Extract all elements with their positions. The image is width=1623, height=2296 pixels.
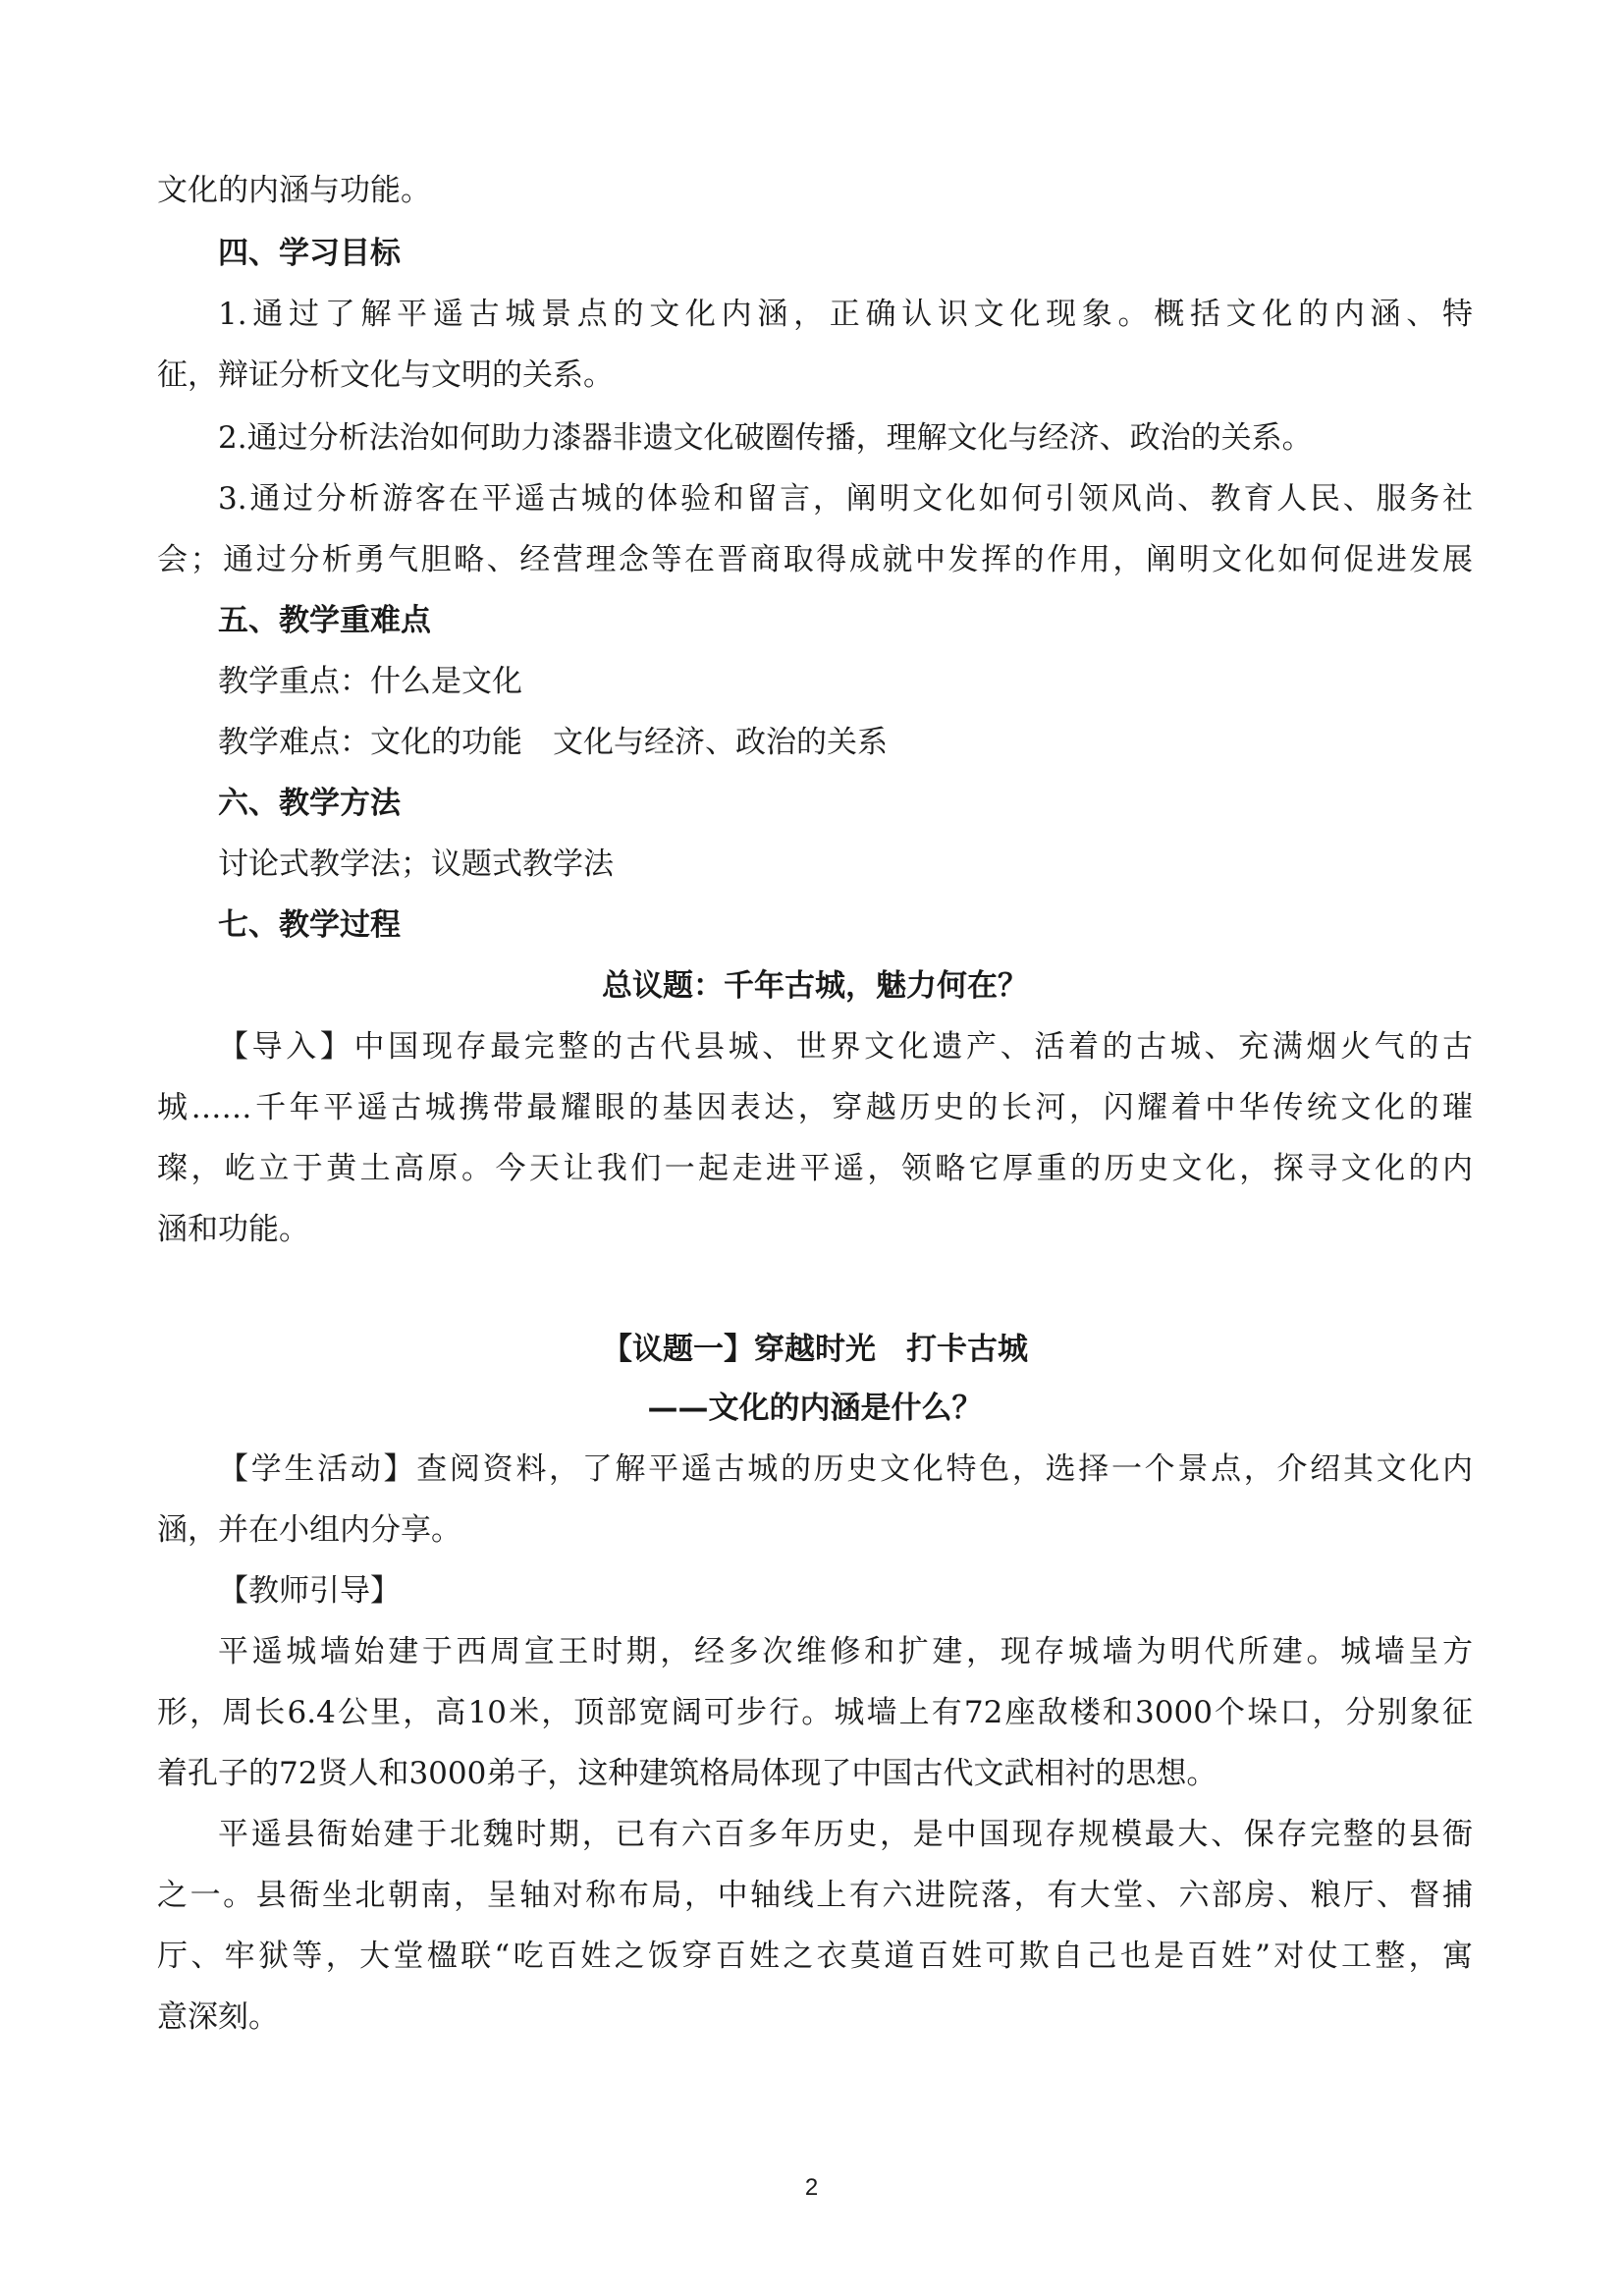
paragraph-line: 讨论式教学法；议题式教学法 [218,847,614,882]
paragraph-line: 城……千年平遥古城携带最耀眼的基因表达，穿越历史的长河，闪耀着中华传统文化的璀 [157,1090,1473,1125]
paragraph-line: 会；通过分析勇气胆略、经营理念等在晋商取得成就中发挥的作用，阐明文化如何促进发展 [157,542,1473,577]
paragraph-line: 1.通过了解平遥古城景点的文化内涵，正确认识文化现象。概括文化的内涵、特 [218,297,1473,332]
topic-one-title: 【议题一】穿越时光 打卡古城 [602,1332,1028,1367]
paragraph-line: 涵，并在小组内分享。 [157,1512,461,1548]
section-heading-goals: 四、学习目标 [218,236,401,271]
paragraph-line: 文化的内涵与功能。 [157,173,431,208]
paragraph-line: 意深刻。 [157,1999,279,2035]
paragraph-line: 之一。县衙坐北朝南，呈轴对称布局，中轴线上有六进院落，有大堂、六部房、粮厅、督捕 [157,1878,1473,1913]
paragraph-line: 形，周长6.4公里，高10米，顶部宽阔可步行。城墙上有72座敌楼和3000个垛口，分别象征 [157,1695,1473,1730]
paragraph-line: 【学生活动】查阅资料，了解平遥古城的历史文化特色，选择一个景点，介绍其文化内 [218,1451,1473,1487]
paragraph-line: 涵和功能。 [157,1212,309,1247]
main-topic-title: 总议题：千年古城，魅力何在？ [602,968,1028,1004]
paragraph-line: 厅、牢狱等，大堂楹联“吃百姓之饭穿百姓之衣莫道百姓可欺自己也是百姓”对仗工整，寓 [157,1939,1473,1974]
paragraph-line: 平遥县衙始建于北魏时期，已有六百多年历史，是中国现存规模最大、保存完整的县衙 [218,1817,1473,1852]
page-number: 2 [804,2174,819,2201]
section-heading-key-points: 五、教学重难点 [218,603,431,638]
section-heading-methods: 六、教学方法 [218,786,401,821]
paragraph-line: 【教师引导】 [218,1573,401,1609]
paragraph-line: 2.通过分析法治如何助力漆器非遗文化破圈传播，理解文化与经济、政治的关系。 [218,420,1313,456]
section-heading-process: 七、教学过程 [218,907,401,943]
paragraph-line: 【导入】中国现存最完整的古代县城、世界文化遗产、活着的古城、充满烟火气的古 [218,1029,1473,1065]
topic-one-subtitle: ——文化的内涵是什么？ [647,1391,983,1426]
paragraph-line: 平遥城墙始建于西周宣王时期，经多次维修和扩建，现存城墙为明代所建。城墙呈方 [218,1634,1473,1669]
paragraph-line: 璨，屹立于黄土高原。今天让我们一起走进平遥，领略它厚重的历史文化，探寻文化的内 [157,1151,1473,1186]
paragraph-line: 着孔子的72贤人和3000弟子，这种建筑格局体现了中国古代文武相衬的思想。 [157,1756,1217,1791]
paragraph-line: 教学重点：什么是文化 [218,664,522,699]
paragraph-line: 征，辩证分析文化与文明的关系。 [157,357,614,393]
paragraph-line: 教学难点：文化的功能 文化与经济、政治的关系 [218,725,888,760]
paragraph-line: 3.通过分析游客在平遥古城的体验和留言，阐明文化如何引领风尚、教育人民、服务社 [218,481,1473,517]
